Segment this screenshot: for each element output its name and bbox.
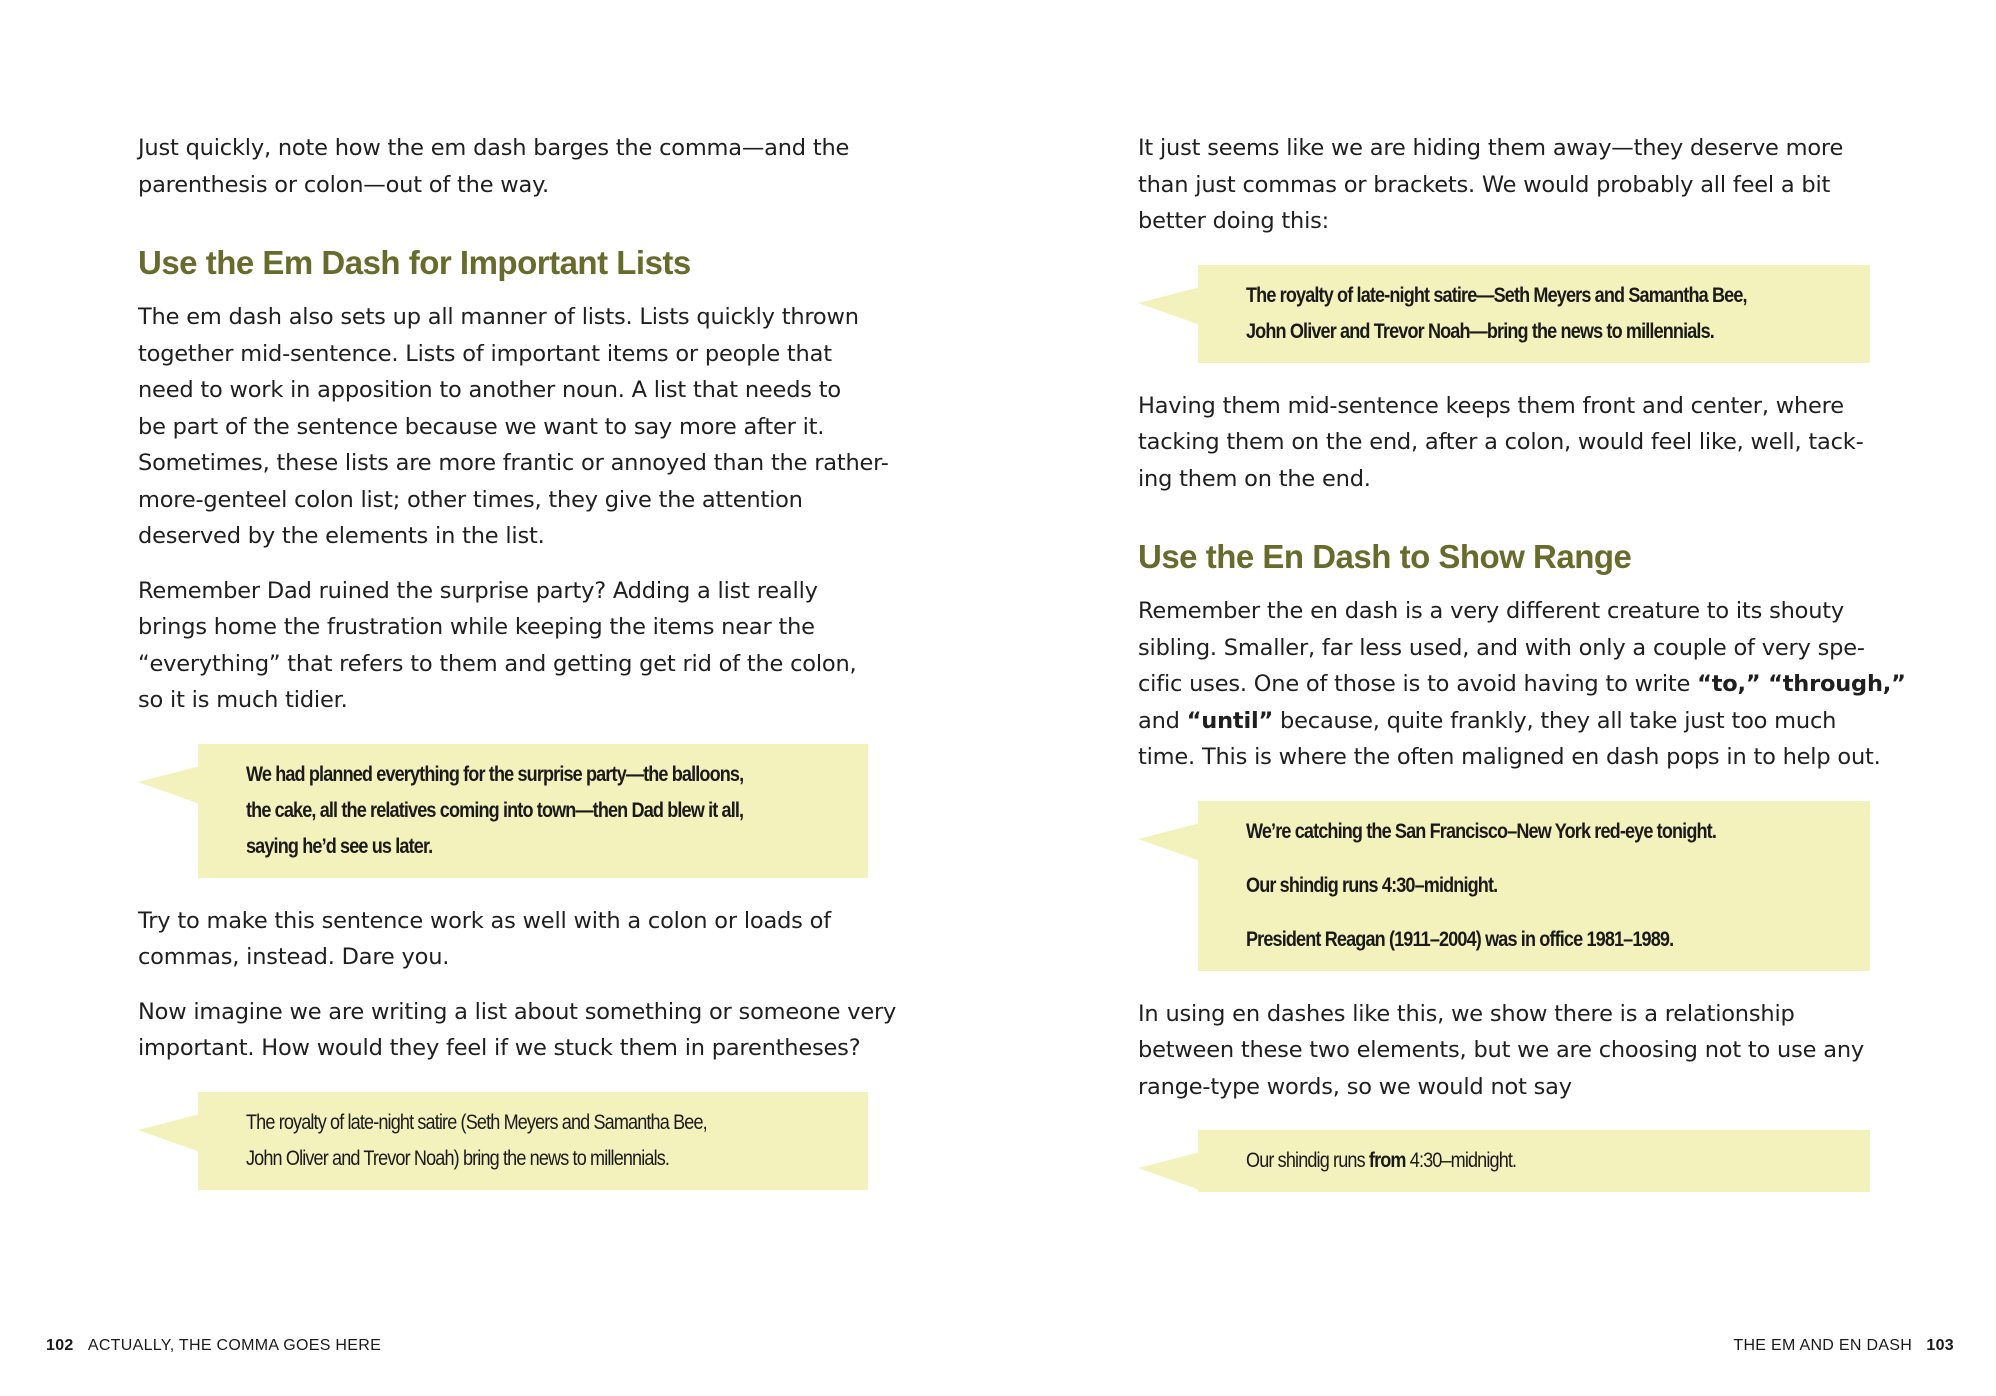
- emphasis-text: “to,” “through,”: [1697, 671, 1906, 697]
- paragraph: [1138, 130, 1870, 240]
- example-line: saying he’d see us later.: [246, 834, 433, 858]
- callout-pointer: [138, 1114, 200, 1152]
- text-line: It just seems like we are hiding them away—they deserve more: [1138, 135, 1844, 161]
- example-callout: [1138, 801, 1870, 971]
- paragraph: [138, 130, 868, 203]
- callout-pointer: [1138, 823, 1200, 861]
- callout-pointer: [1138, 287, 1200, 325]
- text-run: 4:30–midnight.: [1405, 1149, 1517, 1172]
- text-run: Our shindig runs: [1246, 1149, 1369, 1172]
- text-line: commas, instead. Dare you.: [138, 944, 450, 970]
- paragraph: [138, 573, 868, 719]
- text-line: Try to make this sentence work as well with a colon or loads of: [138, 907, 831, 934]
- text-line: between these two elements, but we are choosing not to use any: [1138, 1037, 1865, 1063]
- callout-box: [198, 1092, 868, 1190]
- text-line: more-genteel colon list; other times, they give the attention: [138, 486, 803, 513]
- text-line: ing them on the end.: [1138, 465, 1371, 492]
- text-line: “everything” that refers to them and getting get rid of the colon,: [138, 650, 857, 677]
- example-line: We’re catching the San Francisco–New York red-eye tonight.: [1246, 819, 1716, 843]
- page-number: 103: [1926, 1337, 1954, 1354]
- emphasis-text: “until”: [1186, 707, 1274, 734]
- callout-box: [1198, 1130, 1870, 1192]
- text-line: [1138, 671, 1906, 697]
- running-title: THE EM AND EN DASH: [1733, 1337, 1913, 1354]
- left-page: [138, 0, 897, 1396]
- text-line: Remember Dad ruined the surprise party? Adding a list really: [138, 577, 818, 604]
- right-page-footer: [1733, 1337, 1954, 1355]
- example-line: John Oliver and Trevor Noah) bring the news to millennials.: [246, 1146, 670, 1170]
- emphasis-text: from: [1368, 1149, 1406, 1172]
- example-line: President Reagan (1911–2004) was in office 1981–1989.: [1246, 927, 1674, 951]
- text-line: parenthesis or colon—out of the way.: [138, 171, 549, 198]
- text-line: Sometimes, these lists are more frantic or annoyed than the rather-: [138, 450, 889, 476]
- example-callout: [1138, 265, 1870, 363]
- text-line: range-type words, so we would not say: [1138, 1073, 1572, 1100]
- text-line: Now imagine we are writing a list about something or someone very: [138, 998, 897, 1025]
- text-line: In using en dashes like this, we show there is a relationship: [1138, 1000, 1795, 1027]
- text-line: so it is much tidier.: [138, 687, 348, 713]
- text-line: deserved by the elements in the list.: [138, 523, 545, 549]
- callout-box: [1198, 801, 1870, 971]
- example-callout: [138, 744, 868, 878]
- callout-pointer: [138, 766, 200, 804]
- text-line: time. This is where the often maligned en dash pops in to help out.: [1138, 744, 1881, 770]
- example-line: the cake, all the relatives coming into town—then Dad blew it all,: [246, 798, 744, 822]
- text-line: need to work in apposition to another noun. A list that needs to: [138, 377, 841, 403]
- example-callout: [1138, 1130, 1870, 1192]
- paragraph: [1138, 388, 1870, 498]
- example-line: John Oliver and Trevor Noah—bring the news to millennials.: [1246, 319, 1714, 343]
- paragraph: [138, 994, 897, 1067]
- paragraph: [1138, 593, 1906, 776]
- example-line: The royalty of late-night satire—Seth Meyers and Samantha Bee,: [1246, 283, 1747, 307]
- text-line: Just quickly, note how the em dash barges the comma—and the: [138, 135, 850, 161]
- example-line: [1246, 1143, 1764, 1179]
- text-line: Remember the en dash is a very different creature to its shouty: [1138, 598, 1845, 624]
- paragraph: [138, 299, 889, 555]
- text-run: because, quite frankly, they all take just too much: [1273, 707, 1837, 734]
- text-run: and: [1138, 707, 1187, 734]
- text-line: Having them mid-sentence keeps them front and center, where: [1138, 392, 1844, 419]
- example-callout: [138, 1092, 868, 1190]
- text-line: together mid-sentence. Lists of important items or people that: [138, 340, 832, 367]
- right-page: [1138, 0, 1906, 1396]
- text-line: than just commas or brackets. We would probably all feel a bit: [1138, 171, 1831, 198]
- running-title: ACTUALLY, THE COMMA GOES HERE: [87, 1337, 382, 1354]
- section-heading-em-dash-lists: Use the Em Dash for Important Lists: [138, 244, 691, 281]
- callout-box: [1198, 265, 1870, 363]
- text-run: cific uses. One of those is to avoid having to write: [1138, 671, 1698, 697]
- text-line: better doing this:: [1138, 208, 1330, 234]
- text-line: be part of the sentence because we want to say more after it.: [138, 413, 825, 440]
- callout-box: [198, 744, 868, 878]
- paragraph: [138, 903, 868, 976]
- text-line: The em dash also sets up all manner of lists. Lists quickly thrown: [138, 304, 859, 330]
- left-page-footer: [46, 1337, 381, 1355]
- text-line: brings home the frustration while keeping the items near the: [138, 614, 815, 640]
- text-line: tacking them on the end, after a colon, would feel like, well, tack-: [1138, 429, 1864, 455]
- text-line: [1138, 708, 1836, 734]
- example-line: We had planned everything for the surprise party—the balloons,: [246, 762, 744, 786]
- example-line: The royalty of late-night satire (Seth Meyers and Samantha Bee,: [246, 1110, 707, 1134]
- text-line: sibling. Smaller, far less used, and with only a couple of very spe-: [1138, 634, 1865, 661]
- page-number: 102: [46, 1337, 74, 1354]
- example-line: Our shindig runs 4:30–midnight.: [1246, 873, 1498, 897]
- text-line: important. How would they feel if we stuck them in parentheses?: [138, 1035, 861, 1061]
- paragraph: [1138, 996, 1870, 1106]
- callout-pointer: [1138, 1152, 1200, 1190]
- section-heading-en-dash-range: Use the En Dash to Show Range: [1138, 538, 1632, 575]
